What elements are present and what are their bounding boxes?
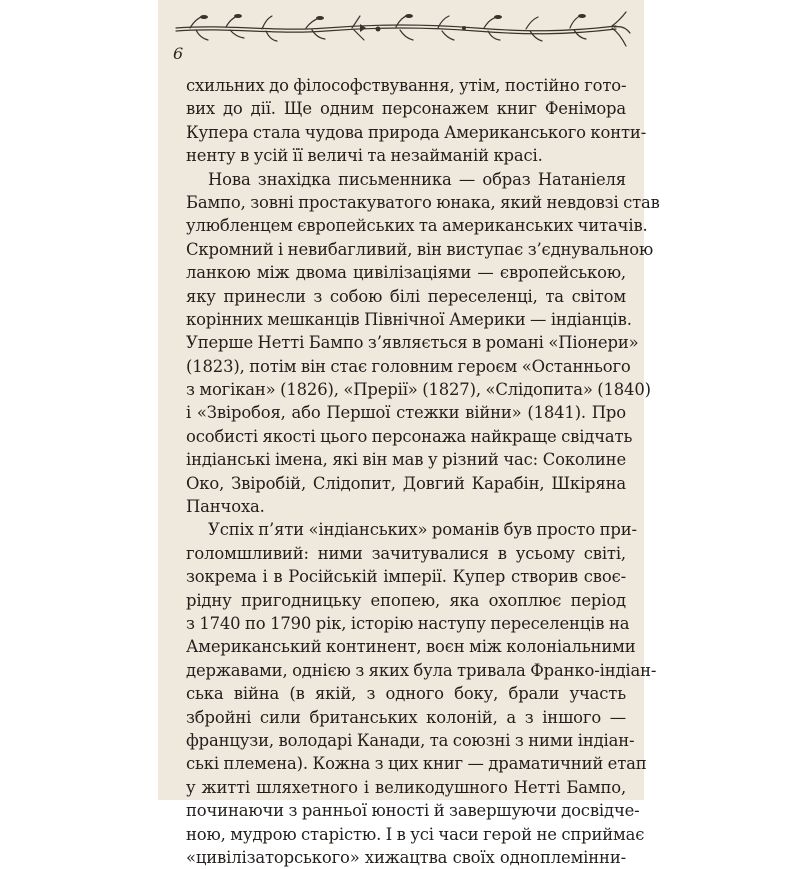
text-line: Купера стала чудова природа Американського конти- bbox=[186, 122, 647, 142]
text-line: починаючи з ранньої юності й завершуючи досвідче- bbox=[186, 801, 640, 821]
text-line: схильних до філософствування, утім, постійно гото- bbox=[186, 76, 627, 95]
text-line: особисті якості цього персонажа найкраще свідчать bbox=[186, 426, 633, 446]
text-line: у житті шляхетного і великодушного Нетті Бампо, bbox=[186, 777, 626, 797]
text-line: рідну пригодницьку епопею, яка охоплює період bbox=[186, 590, 626, 610]
text-line: ські племена). Кожна з цих книг — драматичний етап bbox=[186, 754, 647, 774]
text-line: ська війна (в якій, з одного боку, брали участь bbox=[186, 684, 626, 704]
text-line: ненту в усій її величі та незайманій красі. bbox=[186, 146, 543, 166]
text-line: корінних мешканців Північної Америки — індіанців. bbox=[186, 309, 632, 329]
text-line: з могікан» (1826), «Прерії» (1827), «Слідопита» (1840) bbox=[186, 380, 651, 400]
text-line: «цивілізаторського» хижацтва своїх одноплемінни- bbox=[186, 847, 626, 867]
text-line: і «Звіробоя, або Першої стежки війни» (1841). Про bbox=[186, 403, 626, 423]
text-line: ною, мудрою старістю. І в усі часи герой не сприймає bbox=[186, 824, 645, 844]
text-line: зокрема і в Російській імперії. Купер створив своє- bbox=[186, 567, 626, 587]
vine-ornament-header bbox=[166, 6, 636, 56]
text-line: Уперше Нетті Бампо з’являється в романі «Піонери» bbox=[186, 333, 639, 353]
text-line: яку принесли з собою білі переселенці, та світом bbox=[186, 286, 626, 306]
text-line: державами, однією з яких була тривала Франко-індіан- bbox=[186, 660, 657, 680]
text-line: Американський континент, воєн між колоніальними bbox=[186, 637, 636, 657]
text-line: голомшливий: ними зачитувалися в усьому світі, bbox=[186, 543, 626, 563]
text-line: Панчоха. bbox=[186, 497, 265, 517]
text-line: улюбленцем європейських та американських читачів. bbox=[186, 216, 648, 236]
page-number: 6 bbox=[173, 44, 184, 63]
text-line: (1823), потім він стає головним героєм «Останнього bbox=[186, 356, 631, 376]
text-line: з 1740 по 1790 рік, історію наступу переселенців на bbox=[186, 613, 630, 633]
text-line: Бампо, зовні простакуватого юнака, який невдовзі став bbox=[186, 192, 660, 212]
text-line: Око, Звіробій, Слідопит, Довгий Карабін, Шкіряна bbox=[186, 473, 626, 493]
text-line: Скромний і невибагливий, він виступає з’єднувальною bbox=[186, 239, 654, 259]
text-line: Нова знахідка письменника — образ Натаніеля bbox=[208, 169, 626, 189]
text-line: французи, володарі Канади, та союзні з ними індіан- bbox=[186, 730, 635, 750]
text-line: індіанські імена, які він мав у різний час: Соколине bbox=[186, 450, 626, 470]
text-line: збройні сили британських колоній, а з іншого — bbox=[186, 707, 626, 727]
book-page bbox=[158, 0, 660, 867]
text-line: вих до дії. Ще одним персонажем книг Фенімора bbox=[186, 99, 626, 119]
body-text bbox=[186, 74, 660, 869]
text-line: ланкою між двома цивілізаціями — європейською, bbox=[186, 263, 626, 283]
text-line: Успіх п’яти «індіанських» романів був просто при- bbox=[208, 520, 637, 540]
